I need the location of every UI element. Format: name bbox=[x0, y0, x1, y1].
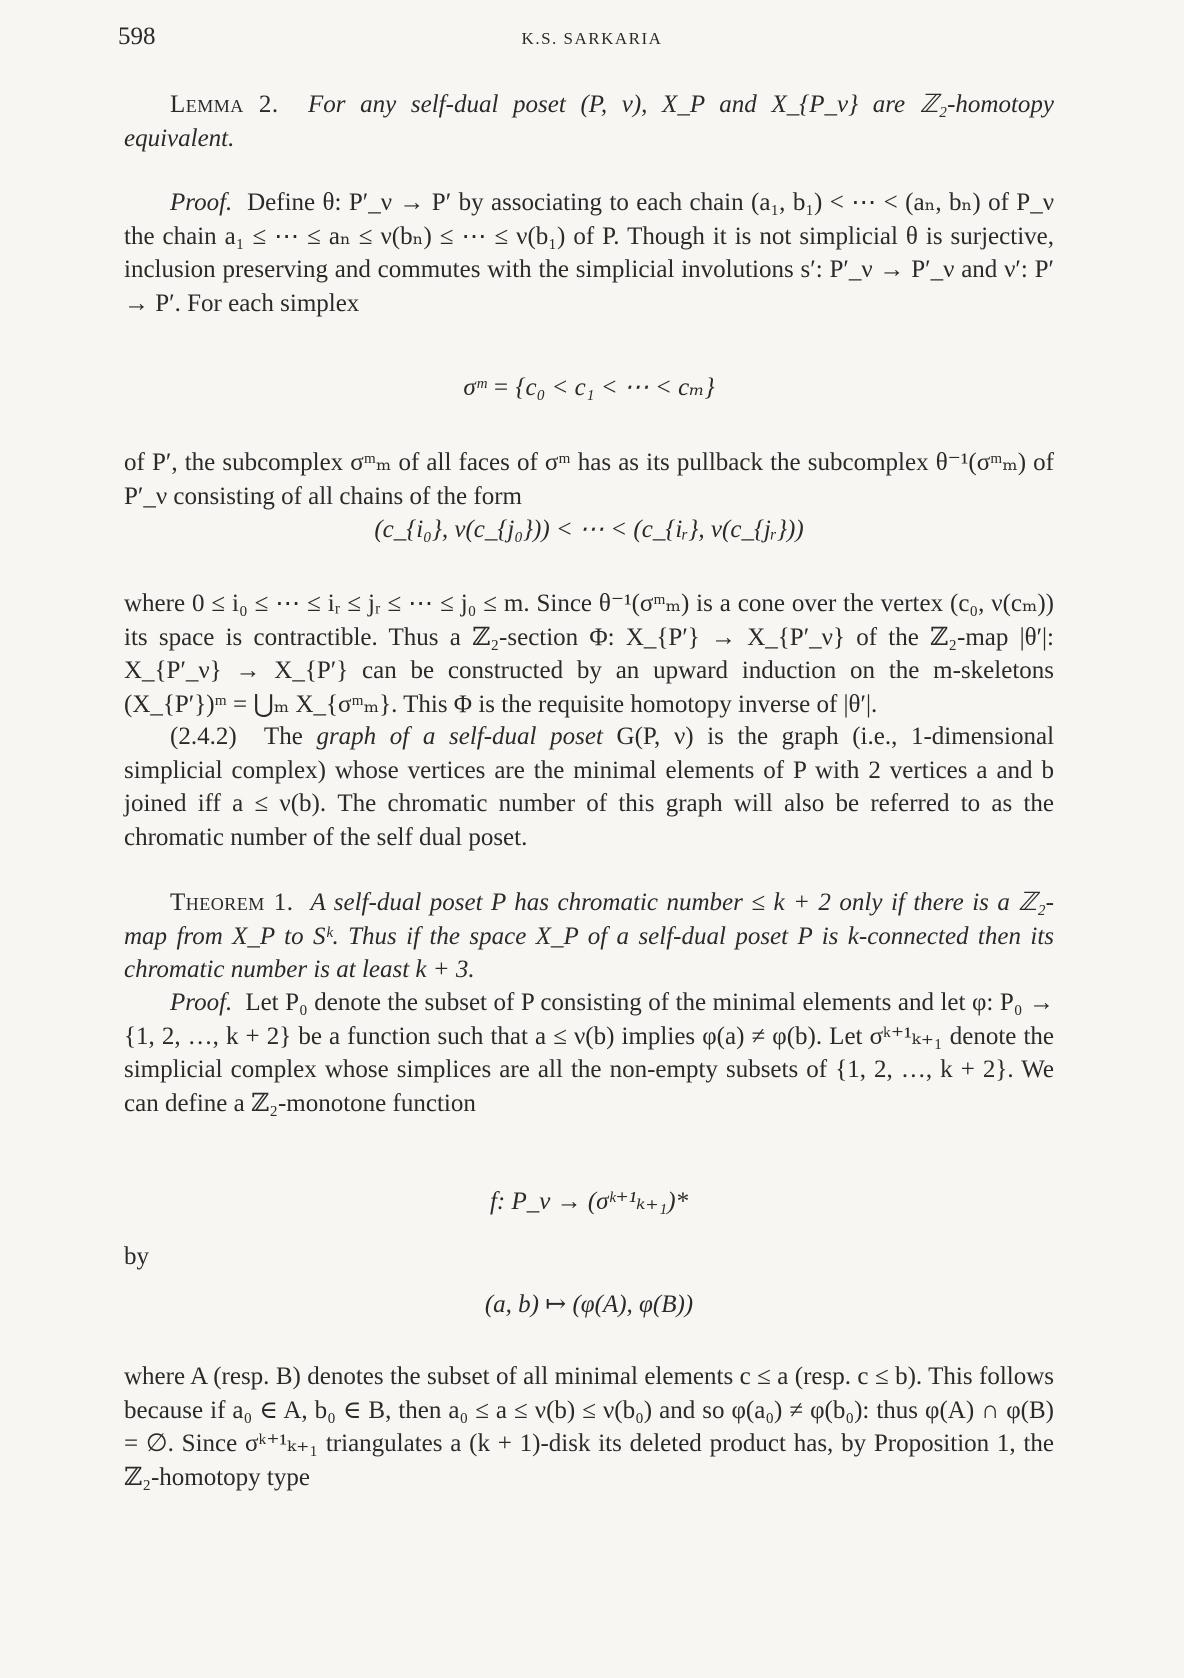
paragraph-lead: The bbox=[263, 723, 303, 750]
proof-text: Define θ: P′_ν → P′ by associating to each chain (a₁, b₁) < ⋯ < (aₙ, bₙ) of P_ν the chain a₁ ≤ ⋯ ≤ aₙ ≤ ν(bₙ) ≤ ⋯ ≤ ν(b₁) of P. Though it is not simplicial θ is surjective, inclusion preserving and commutes with the simplicial involutions s′: P′_ν → P′_ν and ν′: P′ → P′. For each simplex bbox=[124, 189, 1055, 317]
paragraph-number: (2.4.2) bbox=[170, 723, 237, 750]
equation-simplex: σᵐ = {c₀ < c₁ < ⋯ < cₘ} bbox=[463, 374, 715, 401]
proof-theorem-1 bbox=[124, 986, 1054, 1120]
lemma-label: Lemma 2. bbox=[170, 91, 279, 118]
theorem-label: Theorem 1. bbox=[170, 889, 294, 916]
page-header bbox=[118, 20, 1066, 60]
proof-label: Proof. bbox=[170, 189, 233, 216]
proof-text: Let P₀ denote the subset of P consisting of the minimal elements and let φ: P₀ → {1, 2, …, k + 2} be a function such that a ≤ ν(b) implies φ(a) ≠ φ(b). Let σᵏ⁺¹ₖ₊₁ denote the simplicial complex whose simplices are all the non-empty subsets of {1, 2, …, k + 2}. We can define a ℤ₂-monotone function bbox=[124, 989, 1054, 1117]
defined-term: graph of a self-dual poset bbox=[316, 723, 603, 750]
proof-theorem-continuation-text: where A (resp. B) denotes the subset of all minimal elements c ≤ a (resp. c ≤ b). This follows because if a₀ ∈ A, b₀ ∈ B, then a₀ ≤ a ≤ ν(b) ≤ ν(b₀) and so φ(a₀) ≠ φ(b₀): thus φ(A) ∩ φ(B) = ∅. Since σᵏ⁺¹ₖ₊₁ triangulates a (k + 1)-disk its deleted product has, by Proposition 1, the ℤ₂-homotopy type bbox=[124, 1363, 1054, 1491]
proof-lemma-2 bbox=[124, 186, 1054, 320]
by-text: by bbox=[124, 1243, 149, 1270]
page-number: 598 bbox=[118, 23, 156, 50]
proof-label: Proof. bbox=[170, 989, 233, 1016]
lemma-statement: For any self-dual poset (P, ν), X_P and X_{P_ν} are ℤ₂-homotopy equivalent. bbox=[124, 91, 1055, 152]
equation-function: f: P_ν → (σᵏ⁺¹ₖ₊₁)* bbox=[489, 1188, 689, 1215]
equation-chain: (c_{i₀}, ν(c_{j₀})) < ⋯ < (c_{iᵣ}, ν(c_{jᵣ})) bbox=[374, 516, 804, 543]
lemma-2 bbox=[124, 88, 1054, 155]
proof-continuation bbox=[124, 446, 1054, 513]
theorem-1 bbox=[124, 886, 1054, 987]
proof-continuation-2-text: where 0 ≤ i₀ ≤ ⋯ ≤ iᵣ ≤ jᵣ ≤ ⋯ ≤ j₀ ≤ m. Since θ⁻¹(σᵐₘ) is a cone over the vertex (c₀, ν(cₘ)) its space is contractible. Thus a ℤ₂-section Φ: X_{P′} → X_{P′_ν} of the ℤ₂-map |θ′|: X_{P′_ν} → X_{P′} can be constructed by an upward induction on the m-skeletons (X_{P′})ᵐ = ⋃ₘ X_{σᵐₘ}. This Φ is the requisite homotopy inverse of |θ′|. bbox=[124, 590, 1054, 718]
running-head: K.S. SARKARIA bbox=[521, 29, 663, 48]
equation-map: (a, b) ↦ (φ(A), φ(B)) bbox=[484, 1291, 694, 1318]
proof-continuation-text: of P′, the subcomplex σᵐₘ of all faces of σᵐ has as its pullback the subcomplex θ⁻¹(σᵐₘ) of P′_ν consisting of all chains of the form bbox=[124, 449, 1054, 510]
paragraph-text: G(P, ν) is the graph (i.e., 1-dimensional simplicial complex) whose vertices are the minimal elements of P with 2 vertices a and b joined iff a ≤ ν(b). The chromatic number of this graph will also be referred to as the chromatic number of the self dual poset. bbox=[124, 723, 1055, 851]
paragraph-2-4-2 bbox=[124, 720, 1054, 854]
theorem-statement: A self-dual poset P has chromatic number ≤ k + 2 only if there is a ℤ₂-map from X_P to Sᵏ. Thus if the space X_P of a self-dual poset P is k-connected then its chromatic number is at least k + 3. bbox=[124, 889, 1055, 983]
proof-continuation-2 bbox=[124, 587, 1054, 721]
proof-theorem-continuation bbox=[124, 1360, 1054, 1494]
